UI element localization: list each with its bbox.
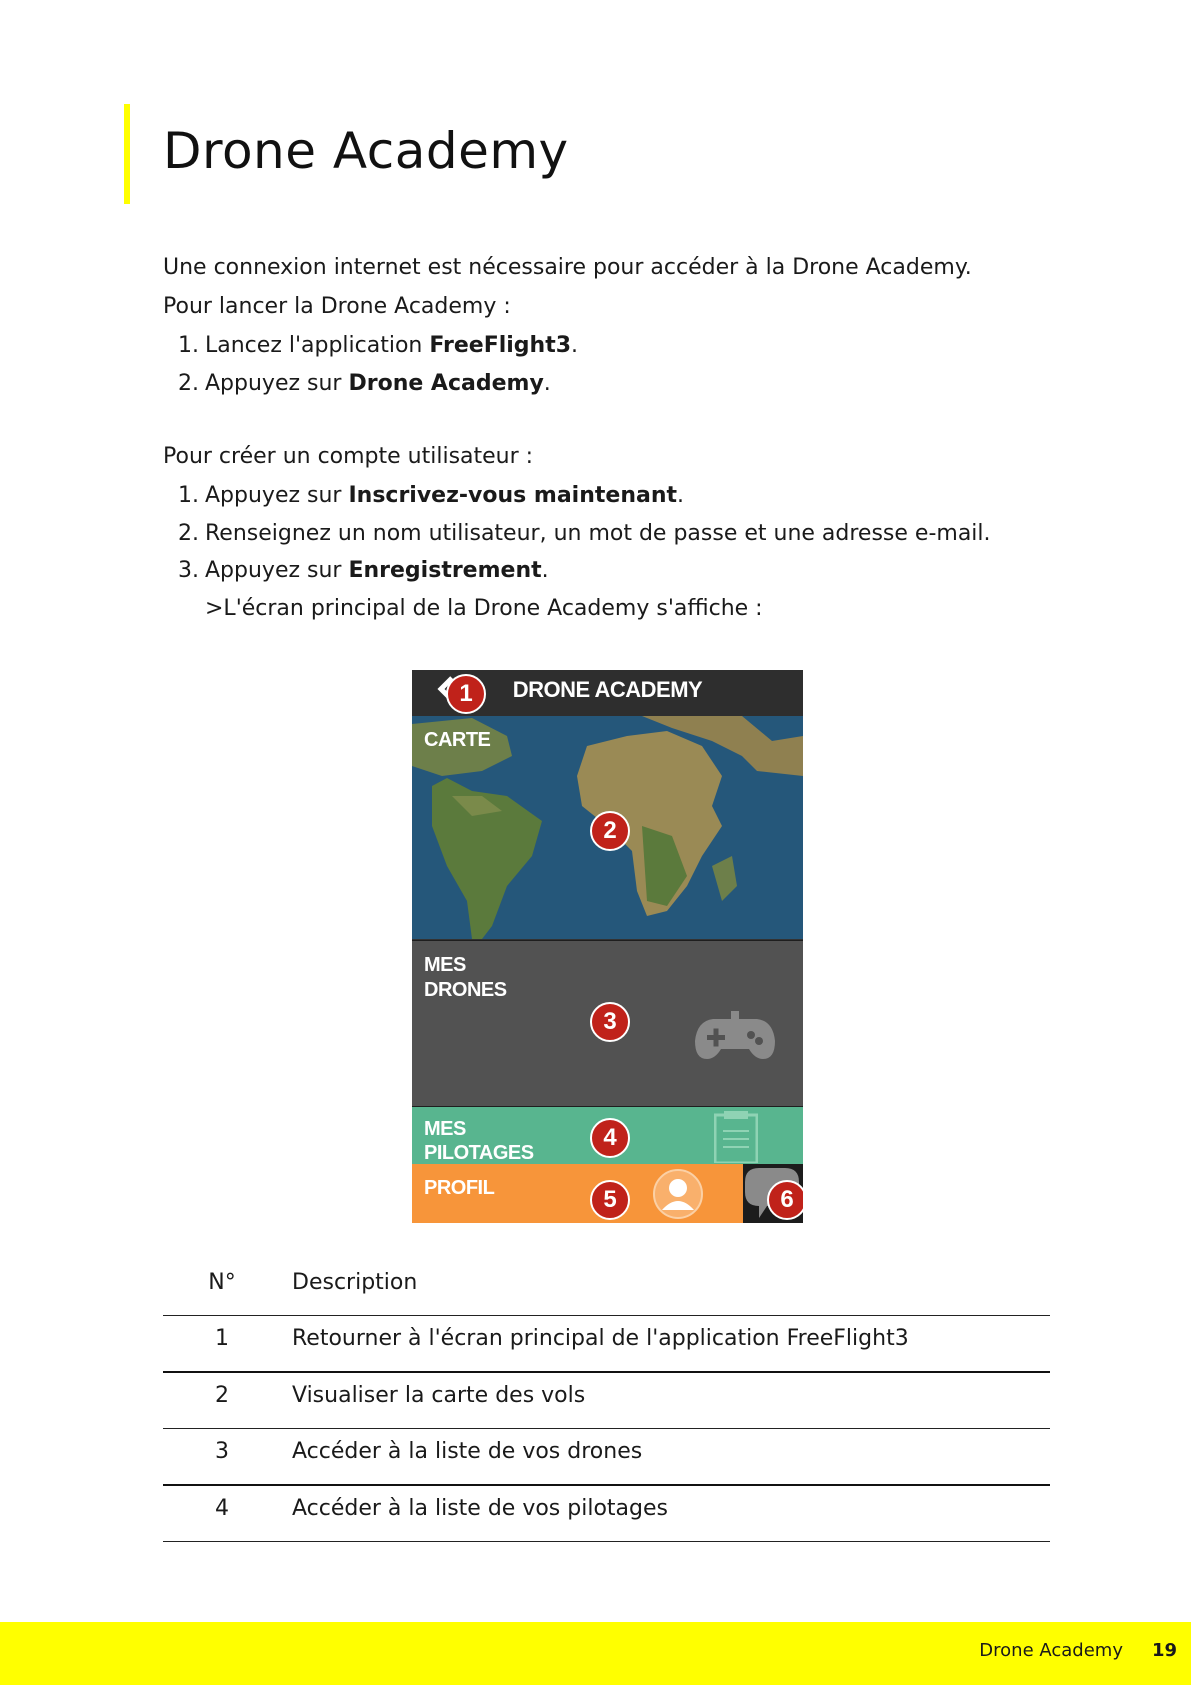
step-bold: Drone Academy (348, 371, 544, 396)
step-prefix: Appuyez sur (205, 483, 349, 508)
profile-label: PROFIL (424, 1177, 495, 1199)
step-bold: Enregistrement (348, 558, 542, 583)
step-suffix: . (541, 558, 549, 583)
step-suffix: . (677, 483, 685, 508)
step-suffix: . (543, 371, 551, 396)
drones-label-line2: DRONES (424, 979, 507, 1001)
pilot-label-line1: MES (424, 1118, 466, 1140)
row-number: 1 (215, 1326, 229, 1351)
step-text (205, 481, 684, 511)
header-description: Description (292, 1270, 418, 1295)
row-number: 2 (215, 1383, 229, 1408)
callout-badge-2: 2 (590, 811, 630, 851)
table-row (163, 1486, 1050, 1542)
step-text (205, 369, 551, 399)
page-footer (0, 1622, 1191, 1685)
step-text: Renseignez un nom utilisateur, un mot de passe et une adresse e-mail. (205, 521, 991, 546)
step-text (205, 556, 549, 586)
callout-badge-3: 3 (590, 1002, 630, 1042)
step-number: 1. (178, 483, 199, 508)
title-accent-bar (124, 104, 130, 204)
step-number: 3. (178, 558, 199, 583)
step-suffix: . (571, 333, 579, 358)
table-header (163, 1260, 1050, 1316)
page-title: Drone Academy (163, 122, 569, 180)
gamepad-icon (695, 1011, 775, 1061)
pilot-label-line2: PILOTAGES (424, 1142, 534, 1164)
table-row (163, 1373, 1050, 1429)
callout-badge-5: 5 (590, 1180, 630, 1220)
launch-intro: Pour lancer la Drone Academy : (163, 294, 511, 319)
step-text (205, 331, 578, 361)
step-bold: FreeFlight3 (429, 333, 572, 358)
row-description: Visualiser la carte des vols (292, 1383, 586, 1408)
app-title: DRONE ACADEMY (512, 677, 703, 702)
header-number: N° (208, 1270, 236, 1295)
step-number: 2. (178, 371, 199, 396)
user-icon (652, 1168, 704, 1220)
map-label: CARTE (424, 729, 491, 751)
row-number: 4 (215, 1496, 229, 1521)
step-prefix: Appuyez sur (205, 371, 349, 396)
row-description: Accéder à la liste de vos drones (292, 1439, 643, 1464)
row-number: 3 (215, 1439, 229, 1464)
callout-badge-1: 1 (446, 674, 486, 714)
clipboard-icon (714, 1109, 758, 1163)
page-number: 19 (1151, 1640, 1177, 1661)
result-text: >L'écran principal de la Drone Academy s'affiche : (205, 596, 763, 621)
step-prefix: Appuyez sur (205, 558, 349, 583)
table-row (163, 1429, 1050, 1486)
step-number: 1. (178, 333, 199, 358)
footer-title: Drone Academy (979, 1640, 1123, 1661)
table-row (163, 1316, 1050, 1373)
intro-line: Une connexion internet est nécessaire pour accéder à la Drone Academy. (163, 255, 972, 280)
account-intro: Pour créer un compte utilisateur : (163, 444, 534, 469)
step-prefix: Lancez l'application (205, 333, 430, 358)
profile-tile[interactable] (412, 1164, 743, 1223)
legend-table (163, 1260, 1050, 1542)
step-number: 2. (178, 521, 199, 546)
step-bold: Inscrivez-vous maintenant (348, 483, 678, 508)
row-description: Retourner à l'écran principal de l'application FreeFlight3 (292, 1326, 909, 1351)
callout-badge-4: 4 (590, 1118, 630, 1158)
row-description: Accéder à la liste de vos pilotages (292, 1496, 668, 1521)
drones-label-line1: MES (424, 954, 466, 976)
app-screenshot (412, 670, 803, 1223)
callout-badge-6: 6 (767, 1180, 803, 1220)
